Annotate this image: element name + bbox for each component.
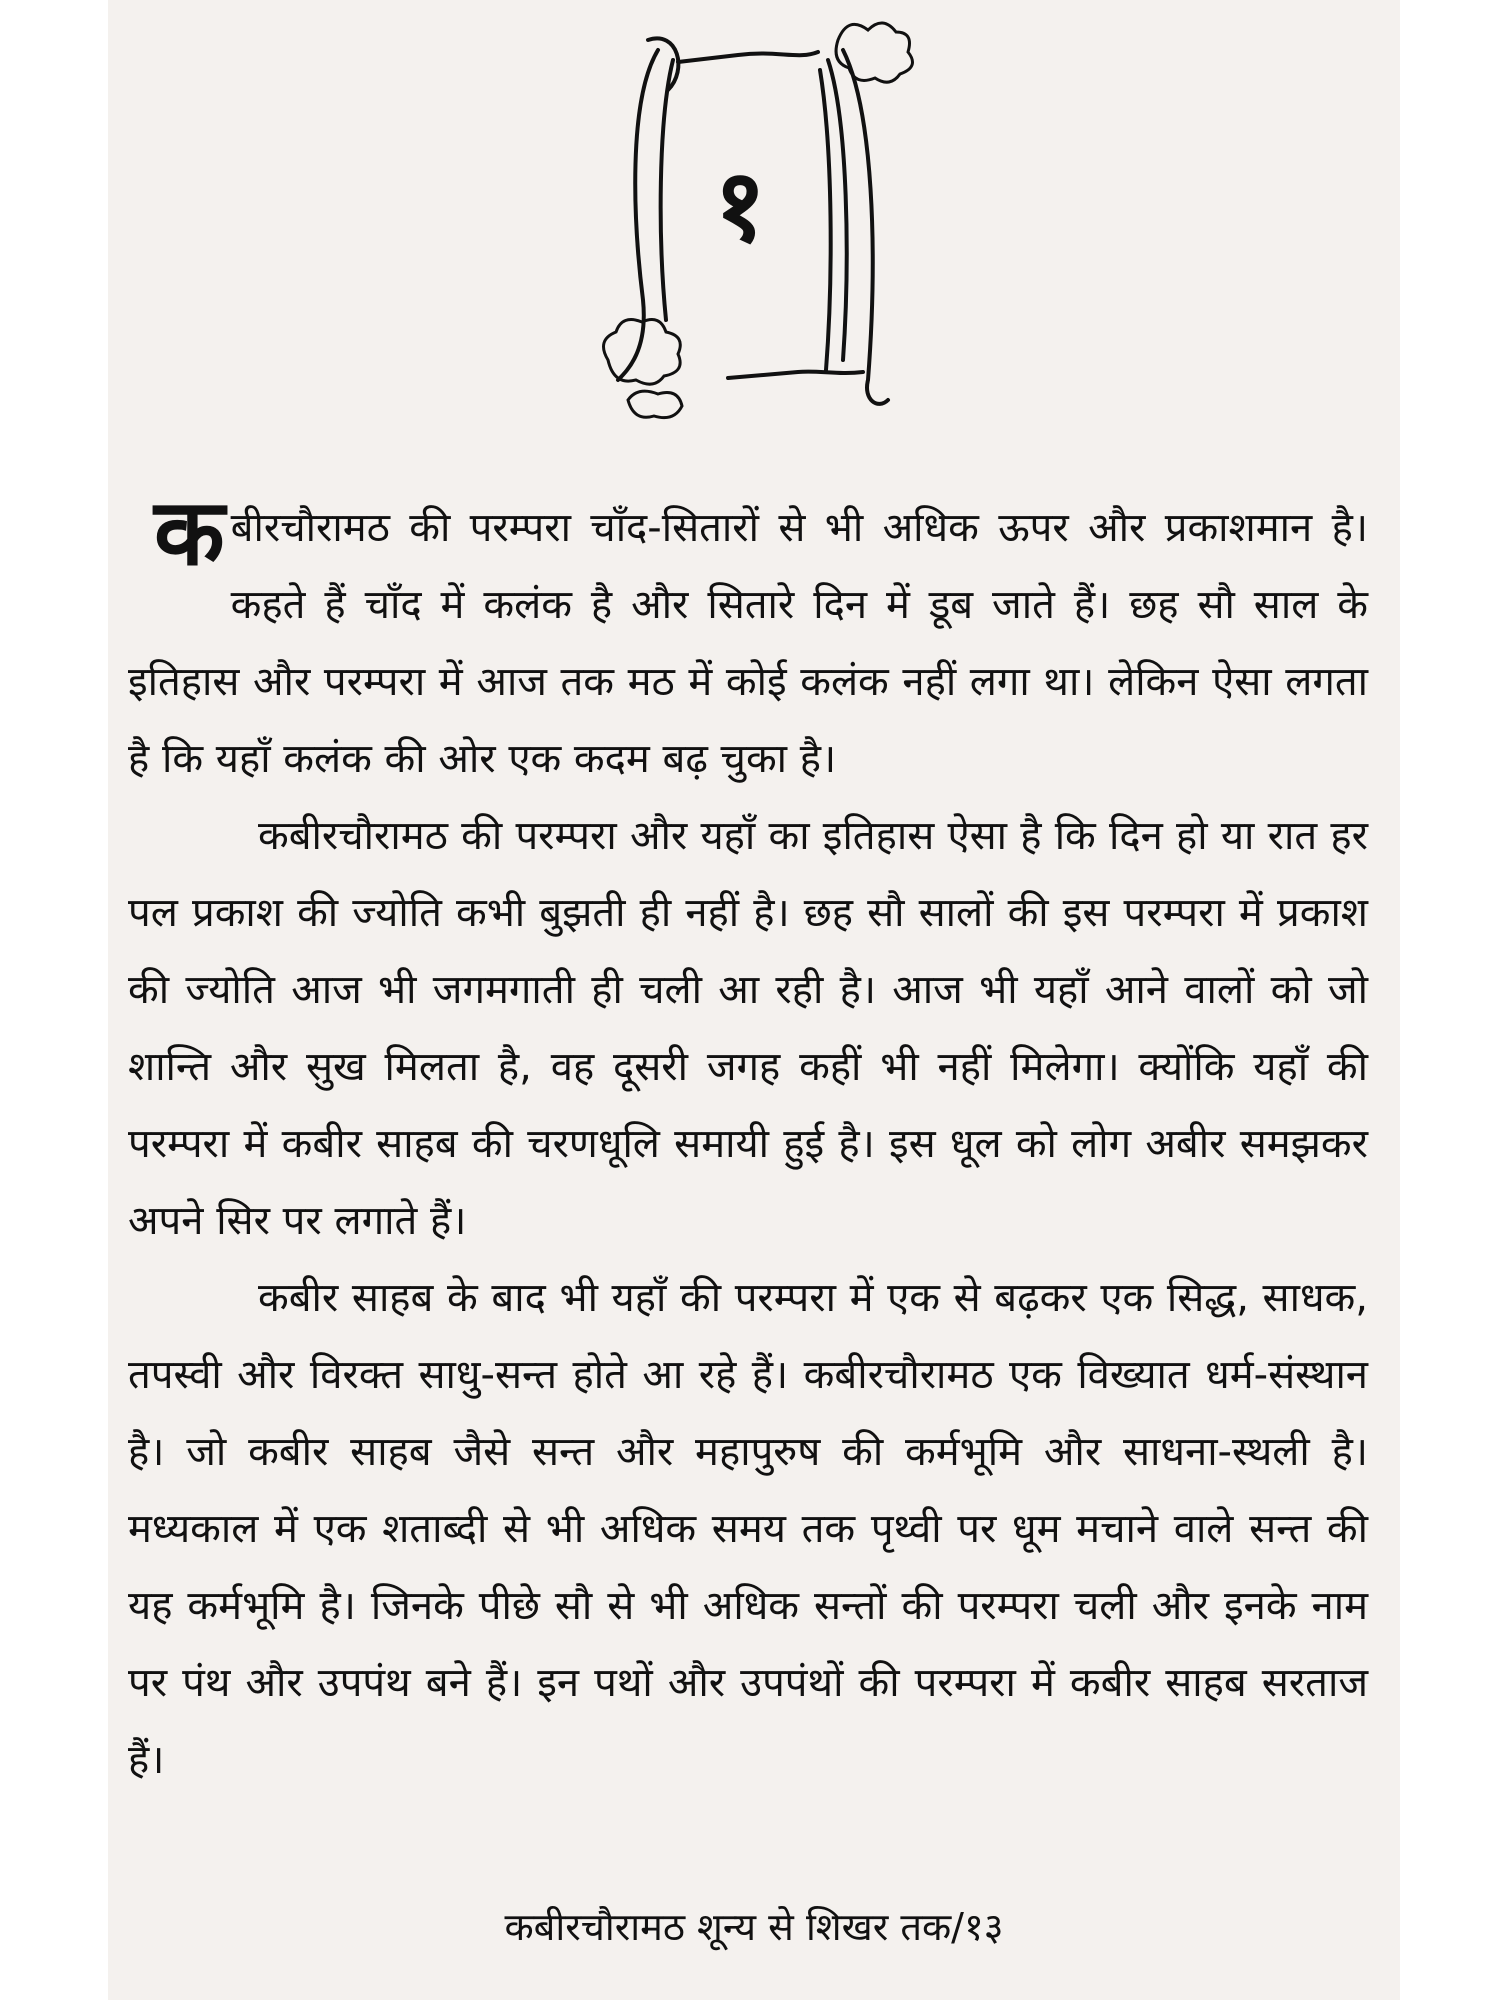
- chapter-text: [128, 479, 1368, 1799]
- chapter-number: १: [714, 147, 766, 264]
- paragraph-3: कबीर साहब के बाद भी यहाँ की परम्परा में एक से बढ़कर एक सिद्ध, साधक, तपस्वी और विरक्त साधु-सन्त होते आ रहे हैं। कबीरचौरामठ एक विख्यात धर्म-संस्थान है। जो कबीर साहब जैसे सन्त और महापुरुष की कर्मभूमि और साधना-स्थली है। मध्यकाल में एक शताब्दी से भी अधिक समय तक पृथ्वी पर धूम मचाने वाले सन्त की यह कर्मभूमि है। जिनके पीछे सौ से भी अधिक सन्तों की परम्परा चली और इनके नाम पर पंथ और उपपंथ बने हैं। इन पथों और उपपंथों की परम्परा में कबीर साहब सरताज हैं।: [128, 1275, 1368, 1783]
- page-footer: कबीरचौरामठ शून्य से शिखर तक/१३: [504, 1905, 1004, 1949]
- paragraph-1: [128, 479, 1368, 798]
- paragraph-1-text: बीरचौरामठ की परम्परा चाँद-सितारों से भी अधिक ऊपर और प्रकाशमान है। कहते हैं चाँद में कलंक है और सितारे दिन में डूब जाते हैं। छह सौ साल के इतिहास और परम्परा में आज तक मठ में कोई कलंक नहीं लगा था। लेकिन ऐसा लगता है कि यहाँ कलंक की ओर एक कदम बढ़ चुका है।: [128, 505, 1368, 782]
- drop-cap: क: [154, 479, 225, 586]
- book-page: [108, 0, 1400, 2000]
- chapter-ornament-frame: [588, 0, 1088, 440]
- paragraph-2: कबीरचौरामठ की परम्परा और यहाँ का इतिहास ऐसा है कि दिन हो या रात हर पल प्रकाश की ज्योति कभी बुझती ही नहीं है। छह सौ सालों की इस परम्परा में प्रकाश की ज्योति आज भी जगमगाती ही चली आ रही है। आज भी यहाँ आने वालों को जो शान्ति और सुख मिलता है, वह दूसरी जगह कहीं भी नहीं मिलेगा। क्योंकि यहाँ की परम्परा में कबीर साहब की चरणधूलि समायी हुई है। इस धूल को लोग अबीर समझकर अपने सिर पर लगाते हैं।: [128, 813, 1368, 1244]
